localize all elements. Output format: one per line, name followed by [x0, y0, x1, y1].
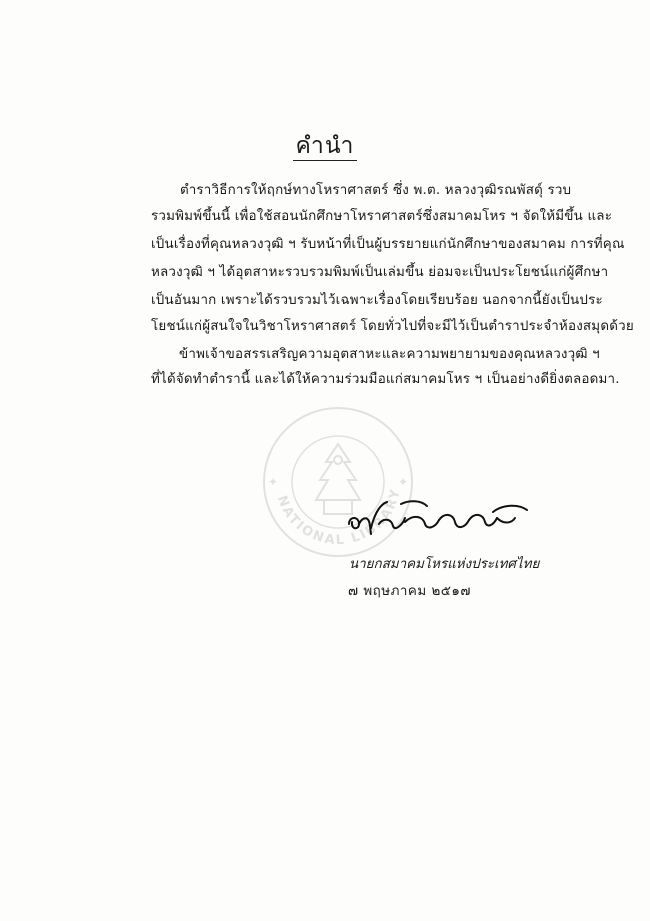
- svg-text:✦: ✦: [268, 475, 279, 489]
- signer-title: นายกสมาคมโหรแห่งประเทศไทย: [349, 557, 540, 572]
- page-title-text: คำนำ: [293, 133, 358, 161]
- paragraph-2-line-1: ข้าพเจ้าขอสรรเสริญความอุตสาหะและความพยายามของคุณหลวงวุฒิ ฯ: [179, 347, 600, 362]
- signature: [343, 494, 533, 542]
- paragraph-1-line-1: ตำราวิธีการให้ฤกษ์ทางโหราศาสตร์ ซึ่ง พ.ต. หลวงวุฒิรณพัสดุ์ รวบ: [180, 183, 572, 198]
- paragraph-1-line-4: หลวงวุฒิ ฯ ได้อุตสาหะรวบรวมพิมพ์เป็นเล่มขึ้น ย่อมจะเป็นประโยชน์แก่ผู้ศึกษา: [151, 265, 609, 280]
- paragraph-1-line-6: โยชน์แก่ผู้สนใจในวิชาโหราศาสตร์ โดยทั่วไปที่จะมีไว้เป็นตำราประจำห้องสมุดด้วย: [151, 319, 634, 334]
- paragraph-1-line-2: รวมพิมพ์ขึ้นนี้ เพื่อใช้สอนนักศึกษาโหราศาสตร์ซึ่งสมาคมโหร ฯ จัดให้มีขึ้น และ: [151, 209, 613, 224]
- document-date: ๗ พฤษภาคม ๒๕๑๗: [348, 584, 472, 599]
- paragraph-1-line-3: เป็นเรื่องที่คุณหลวงวุฒิ ฯ รับหน้าที่เป็นผู้บรรยายแก่นักศึกษาของสมาคม การที่คุณ: [151, 237, 625, 252]
- page-title: [0, 128, 650, 164]
- paragraph-1-line-5: เป็นอันมาก เพราะได้รวบรวมไว้เฉพาะเรื่องโดยเรียบร้อย นอกจากนี้ยังเป็นประ: [151, 293, 603, 308]
- svg-text:NATIONAL LIBRARY: NATIONAL LIBRARY: [273, 486, 404, 549]
- paragraph-2-line-2: ที่ได้จัดทำตำรานี้ และได้ให้ความร่วมมือแก่สมาคมโหร ฯ เป็นอย่างดียิ่งตลอดมา.: [151, 372, 620, 387]
- svg-text:✦: ✦: [398, 475, 409, 489]
